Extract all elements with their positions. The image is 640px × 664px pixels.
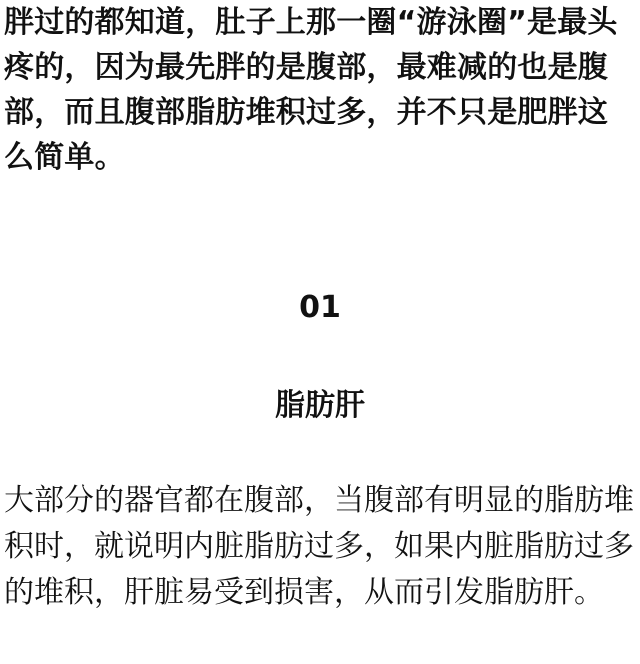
- section-body-paragraph: 大部分的器官都在腹部，当腹部有明显的脂肪堆积时，就说明内脏脂肪过多，如果内脏脂肪过多的堆积，肝脏易受到损害，从而引发脂肪肝。: [4, 483, 634, 610]
- section-number: 01: [299, 290, 341, 325]
- intro-paragraph: 胖过的都知道，肚子上那一圈“游泳圈”是最头疼的，因为最先胖的是腹部，最难减的也是腹部，而且腹部脂肪堆积过多，并不只是肥胖这么简单。: [4, 5, 618, 175]
- section-title: 脂肪肝: [275, 388, 365, 423]
